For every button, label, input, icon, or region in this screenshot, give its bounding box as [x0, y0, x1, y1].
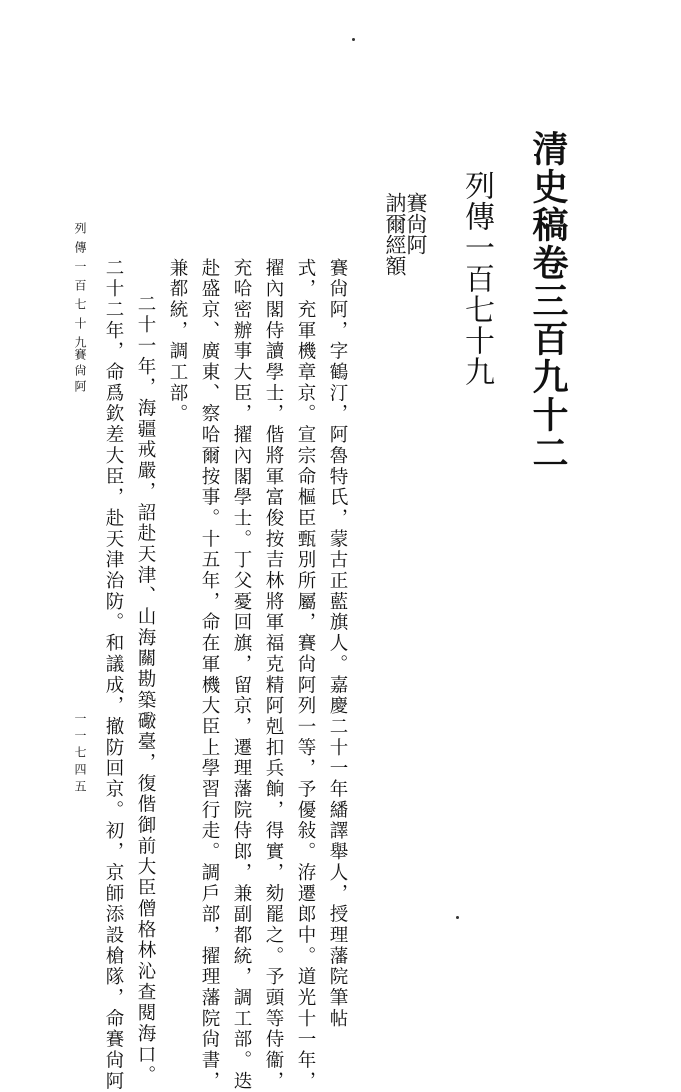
body-text-line: 赴盛京、廣東、察哈爾按事。十五年，命在軍機大臣上學習行走。調戶部，擢理藩院尙書， — [199, 258, 220, 1092]
margin-running-head: 賽尙阿 — [73, 348, 87, 396]
body-text-line: 式，充軍機章京。宣宗命樞臣甄別所屬，賽尙阿列一等，予優敍。洊遷郎中。道光十一年， — [295, 258, 316, 1092]
body-text-line: 兼都統，調工部。 — [167, 258, 188, 425]
paper-speck — [352, 38, 355, 41]
chapter-heading: 列傳一百七十九 — [459, 170, 494, 387]
body-text-line: 擢內閣侍讀學士，偕將軍富俊按吉林將軍福克精阿剋扣兵餉，得實，劾罷之。予頭等侍衞， — [263, 258, 284, 1092]
book-title: 清史稿卷三百九十二 — [527, 130, 569, 472]
body-text-line: 二十一年，海疆戒嚴，詔赴天津、山海關勘築礮臺，復偕御前大臣僧格林沁查閱海口。 — [135, 294, 156, 1087]
body-text-line: 二十二年，命爲欽差大臣，赴天津治防。和議成，撤防回京。初，京師添設槍隊，命賽尙阿 — [103, 258, 124, 1092]
subject-name-2: 訥爾經額 — [383, 192, 407, 276]
margin-section-label: 列傳一百七十九 — [73, 222, 87, 355]
page-number: 一一七四五 — [73, 712, 87, 797]
subject-name-1: 賽尙阿 — [404, 192, 428, 255]
body-text-line: 賽尙阿，字鶴汀，阿魯特氏，蒙古正藍旗人。嘉慶二十一年繙譯舉人，授理藩院筆帖 — [327, 258, 348, 1030]
paper-speck — [456, 916, 459, 919]
biography-subjects — [384, 192, 426, 276]
body-text-line: 充哈密辦事大臣，擢內閣學士。丁父憂回旗，留京，遷理藩院侍郎，兼副都統，調工部。迭 — [231, 258, 252, 1092]
